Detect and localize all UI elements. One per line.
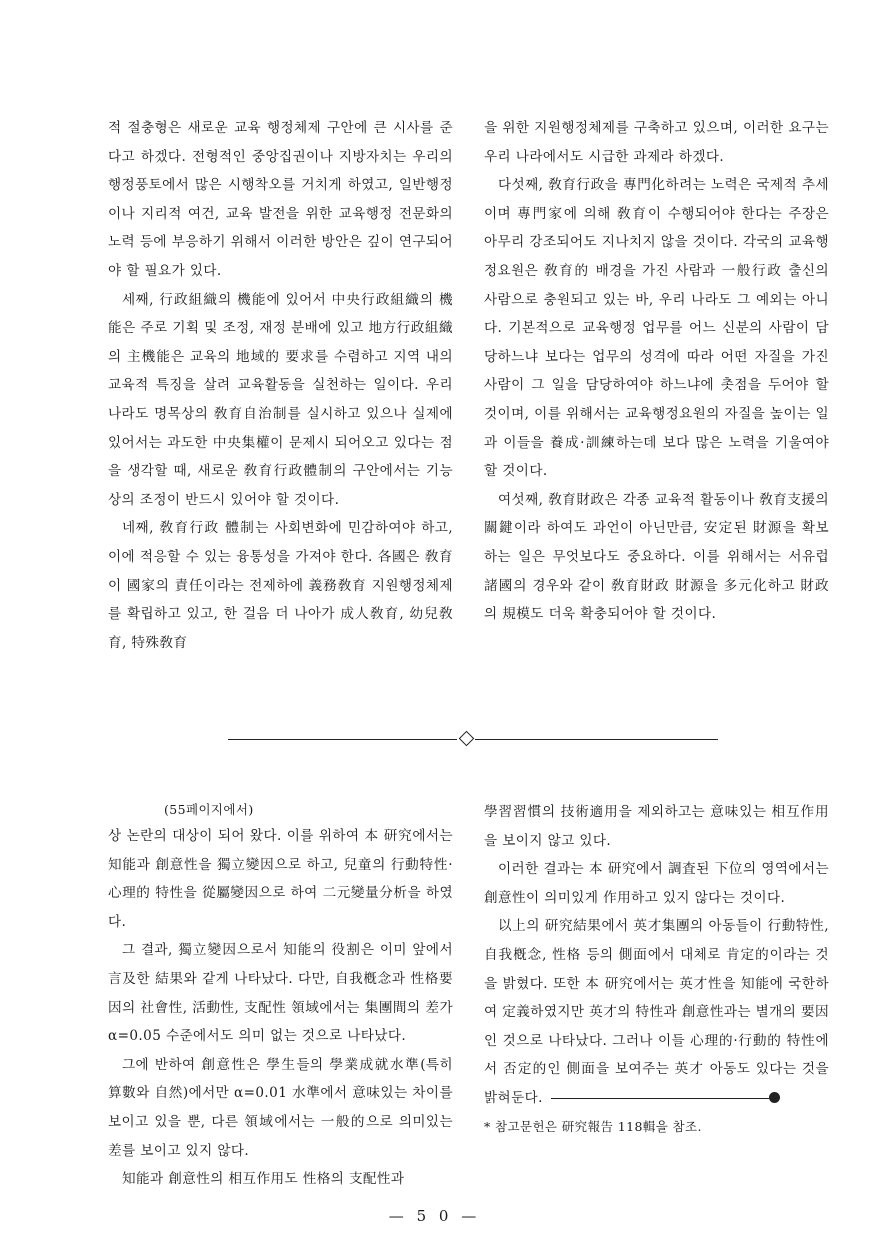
paragraph: 네째, 敎育行政 體制는 사회변화에 민감하여야 하고, 이에 적응할 수 있는 융통성을 가져야 한다. 各國은 敎育이 國家의 責任이라는 전제하에 義務敎育 지원행정체제를 확립하고 있고, 한 걸음 더 나아가 成人敎育, 幼兒敎育, 特殊敎育 xyxy=(108,520,453,651)
paragraph: 知能과 創意性의 相互作用도 性格의 支配性과 xyxy=(122,1171,405,1188)
paragraph: 그 결과, 獨立變因으로서 知能의 役割은 이미 앞에서 言及한 結果와 같게 나타났다. 다만, 自我槪念과 性格要因의 社會性, 活動性, 支配性 領域에서는 集團間의 差가 α=0.05 수준에서도 의미 없는 것으로 나타났다. xyxy=(108,942,453,1045)
paragraph: 다섯째, 敎育行政을 專門化하려는 노력은 국제적 추세이며 專門家에 의해 敎育이 수행되어야 한다는 주장은 아무리 강조되어도 지나치지 않을 것이다. 각국의 교육행정요원은 敎育的 배경을 가진 사람과 一般行政 출신의 사람으로 충원되고 있는 바, 우리 나라도 그 예외는 아니다. 기본적으로 교육행정 업무를 어느 신분의 사람이 담당하느냐 보다는 업무의 성격에 따라 어떤 자질을 가진 사람이 그 일을 담당하여야 하느냐에 촛점을 두어야 할 것이며, 이를 위해서는 교육행정요원의 자질을 높이는 일과 이들을 養成·訓練하는데 보다 많은 노력을 기울여야 할 것이다. xyxy=(484,177,829,480)
paragraph: 그에 반하여 創意性은 學生들의 學業成就水準(특히 算數와 自然)에서만 α=0.01 水準에서 意味있는 차이를 보이고 있을 뿐, 다른 領域에서는 一般的으로 의미있는 差를 보이고 있지 않다. xyxy=(108,1056,453,1159)
top-left-column xyxy=(108,114,453,657)
paragraph xyxy=(484,912,829,1112)
paragraph: 적 절충형은 새로운 교육 행정체제 구안에 큰 시사를 준다고 하겠다. 전형적인 중앙집권이나 지방자치는 우리의 행정풍토에서 많은 시행착오를 거치게 하였고, 일반행정이나 지리적 여건, 교육 발전을 위한 교육행정 전문화의 노력 등에 부응하기 위해서 이러한 방안은 깊이 연구되어야 할 필요가 있다. xyxy=(108,120,453,279)
end-rule-line xyxy=(551,1098,769,1099)
continued-from-note: (55페이지에서) xyxy=(164,802,254,817)
page-number: — 5 0 — xyxy=(388,1207,481,1225)
separator-line-right xyxy=(475,739,718,740)
separator-line-left xyxy=(228,739,457,740)
paragraph: 을 위한 지원행정체제를 구축하고 있으며, 이러한 요구는 우리 나라에서도 시급한 과제라 하겠다. xyxy=(484,120,829,165)
paragraph: 여섯째, 敎育財政은 각종 교육적 활동이나 敎育支援의 關鍵이라 하여도 과언이 아닌만큼, 安定된 財源을 확보하는 일은 무엇보다도 중요하다. 이를 위해서는 서유럽 諸國의 경우와 같이 敎育財政 財源을 多元化하고 財政의 規模도 더욱 확충되어야 할 것이다. xyxy=(484,491,829,623)
diamond-ornament-icon xyxy=(459,731,475,747)
end-mark-dot-icon xyxy=(769,1092,780,1103)
paragraph: 상 논란의 대상이 되어 왔다. 이를 위하여 本 研究에서는 知能과 創意性을 獨立變因으로 하고, 兒童의 行動特性·心理的 特性을 從屬變因으로 하여 二元變量分析을 하였다. xyxy=(108,828,453,930)
top-right-column xyxy=(484,114,829,629)
paragraph-text: 以上의 研究結果에서 英才集團의 아동들이 行動特性, 自我槪念, 性格 등의 側面에서 대체로 肯定的이라는 것을 밝혔다. 또한 本 研究에서는 英才性을 知能에 국한하여 定義하였지만 英才의 特性과 創意性과는 별개의 要因인 것으로 나타났다. 그러나 이들 心理的·行動的 特性에서 否定的인 側面을 보여주는 英才 아동도 있다는 것을 밝혀둔다. xyxy=(484,918,829,1106)
bottom-left-column xyxy=(108,798,453,1194)
paragraph: 이러한 결과는 本 研究에서 調査된 下位의 영역에서는 創意性이 의미있게 作用하고 있지 않다는 것이다. xyxy=(484,861,829,906)
section-separator xyxy=(228,739,718,741)
paragraph: 세째, 行政組織의 機能에 있어서 中央行政組織의 機能은 주로 기획 및 조정, 재정 분배에 있고 地方行政組織의 主機能은 교육의 地域的 要求를 수렴하고 지역 내의 교육적 특징을 살려 교육활동을 실천하는 일이다. 우리 나라도 명목상의 敎育自治制를 실시하고 있으나 실제에 있어서는 과도한 中央集權이 문제시 되어오고 있다는 점을 생각할 때, 새로운 敎育行政體制의 구안에서는 기능상의 조정이 반드시 있어야 할 것이다. xyxy=(108,291,453,508)
paragraph: 學習習慣의 技術適用을 제외하고는 意味있는 相互作用을 보이지 않고 있다. xyxy=(484,804,829,849)
bottom-right-column xyxy=(484,798,829,1141)
footnote: * 참고문헌은 研究報告 118輯을 참조. xyxy=(484,1118,702,1134)
